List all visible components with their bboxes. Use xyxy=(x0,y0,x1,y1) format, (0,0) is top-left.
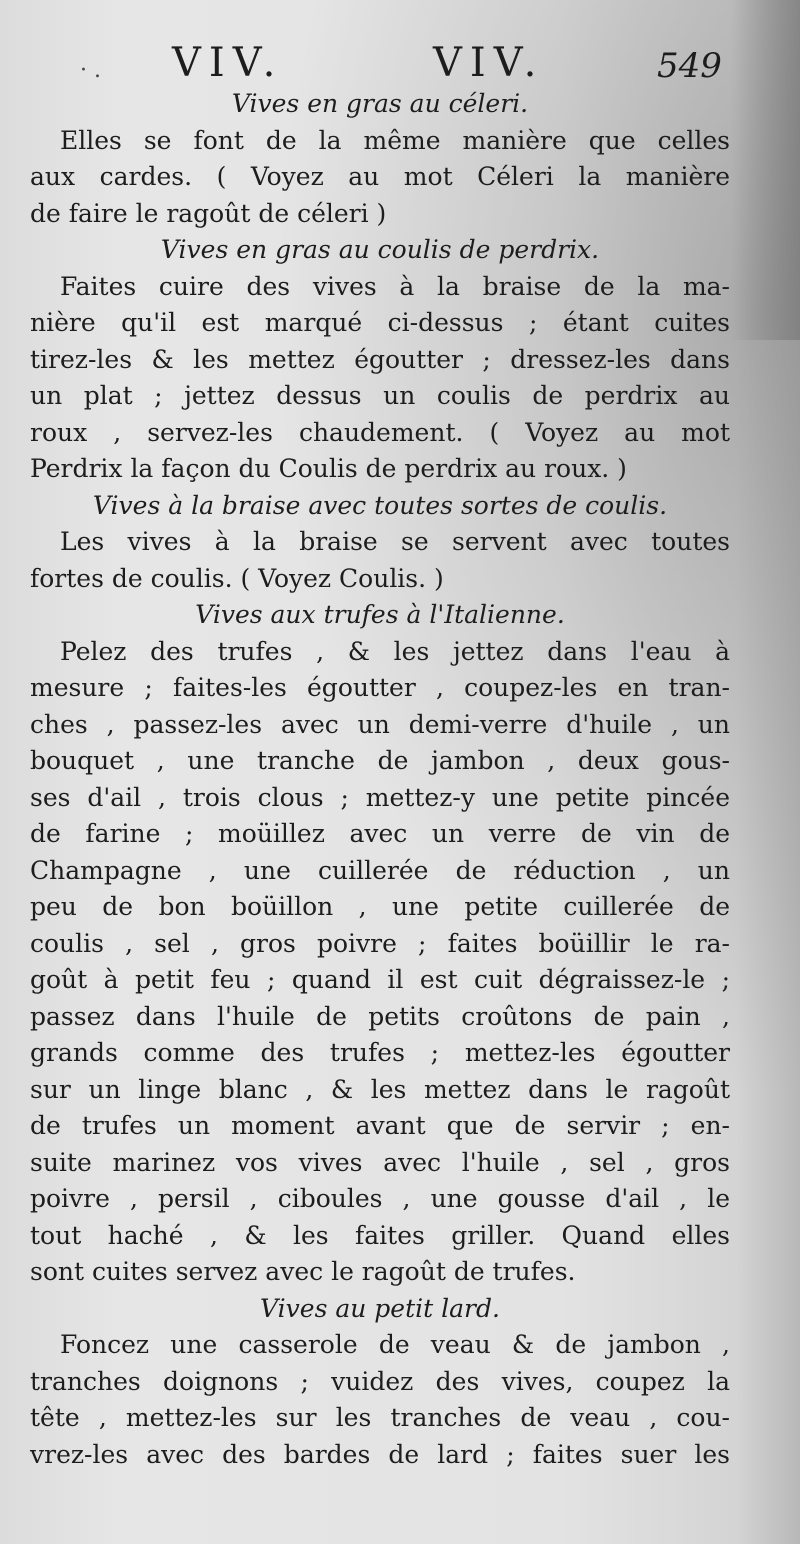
text-line: bouquet , une tranche de jambon , deux gous- xyxy=(30,746,730,775)
text-line: sur un linge blanc , & les mettez dans le ragoût xyxy=(30,1074,730,1104)
text-line: tête , mettez-les sur les tranches de veau , cou- xyxy=(30,1403,730,1432)
text-line: nière qu'il est marqué ci-dessus ; étant cuites xyxy=(30,308,730,337)
recipe-heading: Vives aux trufes à l'Italienne. xyxy=(195,600,565,629)
text-line: tout haché , & les faites griller. Quand elles xyxy=(30,1220,730,1250)
text-line: poivre , persil , ciboules , une gousse d'ail , le xyxy=(30,1184,730,1213)
body-text xyxy=(30,86,730,1473)
text-line: Pelez des trufes , & les jettez dans l'eau à xyxy=(60,636,730,666)
text-line: Elles se font de la même manière que celles xyxy=(60,125,730,155)
header-ornament: · . xyxy=(80,58,101,83)
recipe-heading: Vives en gras au céleri. xyxy=(231,89,529,118)
recipe-heading: Vives en gras au coulis de perdrix. xyxy=(160,235,600,264)
text-line: Faites cuire des vives à la braise de la ma- xyxy=(60,271,730,301)
text-line: Les vives à la braise se servent avec toutes xyxy=(60,527,730,556)
text-line: tirez-les & les mettez égoutter ; dressez-les dans xyxy=(30,344,730,374)
text-line: de trufes un moment avant que de servir ; en- xyxy=(30,1111,730,1140)
text-line: grands comme des trufes ; mettez-les égoutter xyxy=(30,1038,730,1067)
text-line: de faire le ragoût de céleri ) xyxy=(30,198,387,228)
recipe-heading: Vives à la braise avec toutes sortes de coulis. xyxy=(92,490,668,520)
text-line: tranches doignons ; vuidez des vives, coupez la xyxy=(30,1366,730,1396)
text-line: sont cuites servez avec le ragoût de trufes. xyxy=(30,1257,576,1286)
text-line: roux , servez-les chaudement. ( Voyez au mot xyxy=(30,417,730,447)
text-line: fortes de coulis. ( Voyez Coulis. ) xyxy=(30,563,444,593)
text-line: suite marinez vos vives avec l'huile , sel , gros xyxy=(30,1147,730,1177)
text-line: vrez-les avec des bardes de lard ; faites suer les xyxy=(30,1439,730,1469)
text-line: de farine ; moüillez avec un verre de vin de xyxy=(30,819,730,848)
text-line: peu de bon boüillon , une petite cuillerée de xyxy=(30,892,730,921)
text-line: coulis , sel , gros poivre ; faites boüillir le ra- xyxy=(30,928,730,958)
text-line: un plat ; jettez dessus un coulis de perdrix au xyxy=(30,381,730,410)
header-right-word: VIV. xyxy=(433,40,545,86)
header-left-word: VIV. xyxy=(172,40,284,86)
text-line: ches , passez-les avec un demi-verre d'huile , un xyxy=(30,709,730,739)
text-line: Champagne , une cuillerée de réduction , un xyxy=(30,855,730,885)
page-number: 549 xyxy=(657,46,722,86)
text-line: mesure ; faites-les égoutter , coupez-les en tran- xyxy=(30,673,730,702)
text-line: Foncez une casserole de veau & de jambon , xyxy=(60,1330,730,1359)
text-line: passez dans l'huile de petits croûtons de pain , xyxy=(30,1001,730,1031)
text-line: Perdrix la façon du Coulis de perdrix au roux. ) xyxy=(30,454,627,483)
recipe-heading: Vives au petit lard. xyxy=(260,1293,500,1323)
text-line: aux cardes. ( Voyez au mot Céleri la manière xyxy=(30,162,730,191)
text-line: ses d'ail , trois clous ; mettez-y une petite pincée xyxy=(30,782,730,812)
text-line: goût à petit feu ; quand il est cuit dégraissez-le ; xyxy=(30,965,730,994)
